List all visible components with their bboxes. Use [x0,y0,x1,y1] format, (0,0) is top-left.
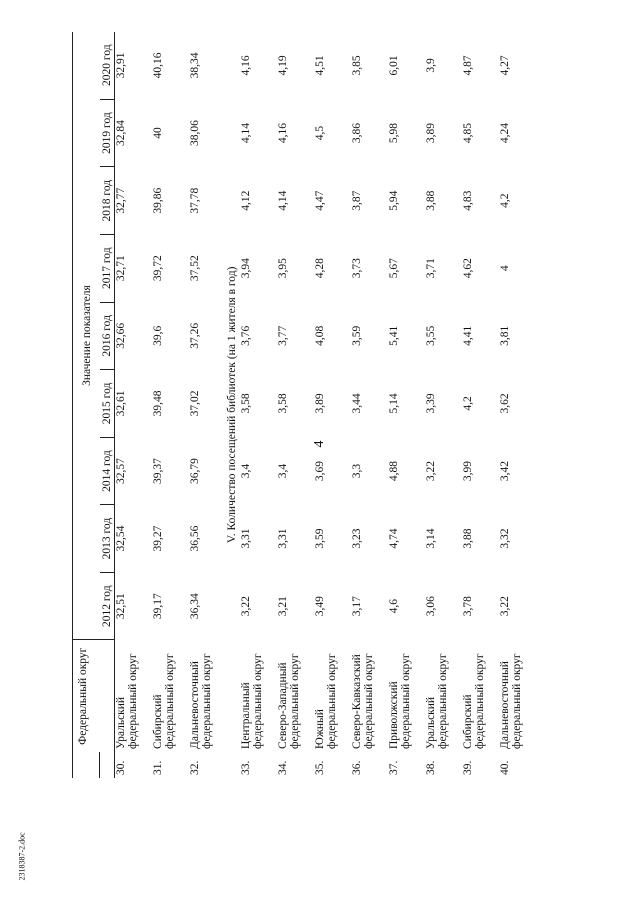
value-cell: 5,98 [387,122,400,144]
value-cell: 4,16 [239,55,252,76]
value-cell: 3,78 [461,596,474,617]
value-cell: 36,34 [188,593,201,620]
value-cell: 3,85 [350,55,363,76]
value-cell: 4,83 [461,190,474,211]
value-cell: 39,48 [151,390,164,417]
value-cell: 4,87 [461,55,474,76]
value-cell: 3,3 [350,463,363,479]
table-row [388,32,425,778]
value-cell: 4,14 [239,122,252,144]
value-cell: 3,77 [276,325,289,346]
year-header: 2019 год [100,99,115,167]
value-cell: 39,37 [151,458,164,484]
section-title: V. Количество посещений библиотек (на 1 жителя в год) [225,266,238,544]
row-number: 40. [498,760,511,775]
value-cell: 3,71 [424,258,437,279]
value-cell: 5,41 [387,325,400,346]
value-cell: 4,51 [313,55,326,76]
district-name: Центральный федеральный округ [239,653,264,749]
district-name: Сибирский федеральный округ [461,653,486,749]
value-cell: 3,73 [350,258,363,279]
value-cell: 4,47 [313,190,326,211]
value-cell: 40,16 [151,52,164,79]
value-cell: 4,88 [387,460,400,482]
table-row [462,32,499,778]
value-cell: 4,24 [498,122,511,144]
table-row [240,32,277,778]
value-cell: 3,42 [498,460,511,482]
value-cell: 3,4 [276,463,289,479]
year-header: 2020 год [100,32,115,100]
district-name: Южный федеральный округ [313,653,338,749]
value-cell: 39,27 [151,525,164,552]
value-cell: 3,59 [350,325,363,346]
value-cell: 3,9 [424,58,437,73]
value-cell: 32,66 [115,322,127,349]
value-cell: 3,58 [239,393,252,414]
value-cell: 38,34 [188,52,201,79]
value-cell: 38,06 [188,120,201,146]
value-cell: 39,86 [151,187,164,214]
value-cell: 5,67 [387,258,400,279]
value-cell: 37,02 [188,390,201,417]
value-cell: 3,87 [350,190,363,211]
value-cell: 37,26 [188,322,201,349]
value-cell: 4,14 [276,190,289,211]
value-cell: 6,01 [387,55,400,76]
district-name: Дальневосточный федеральный округ [498,653,523,749]
value-cell: 36,56 [188,525,201,552]
value-cell: 4,62 [461,258,474,279]
district-name: Северо-Кавказский федеральный округ [350,653,375,749]
value-cell: 3,23 [350,528,363,549]
row-number: 31. [151,760,164,775]
value-cell: 4,16 [276,122,289,144]
value-cell: 4,2 [498,193,511,208]
value-cell: 3,58 [276,393,289,414]
district-name: Приволжский федеральный округ [387,653,412,749]
value-cell: 3,76 [239,325,252,346]
district-name: Дальневосточный федеральный округ [188,653,213,749]
table-row [425,32,462,778]
year-header: 2012 год [100,572,115,640]
district-name: Сибирский федеральный округ [151,653,176,749]
row-number: 36. [350,760,363,775]
row-number: 38. [424,760,437,775]
value-cell: 3,21 [276,596,289,617]
value-cell: 40 [151,127,164,139]
year-header: 2017 год [100,234,115,302]
row-number: 32. [188,760,201,775]
value-cell: 3,99 [461,460,474,482]
year-header: 2014 год [100,437,115,505]
table-row [499,32,536,778]
row-number: 35. [313,760,326,775]
value-cell: 3,39 [424,393,437,414]
value-cell: 3,89 [313,393,326,414]
table-header [73,32,115,778]
year-header: 2013 год [100,505,115,573]
value-cell: 3,22 [498,596,511,617]
value-cell: 4,12 [239,190,252,211]
value-cell: 5,94 [387,190,400,211]
year-header: 2016 год [100,302,115,370]
value-cell: 3,22 [239,596,252,617]
rotated-table-container [72,32,534,778]
value-cell: 3,32 [498,528,511,549]
table-body-part-1 [115,32,226,778]
value-cell: 3,88 [424,190,437,211]
value-cell: 39,72 [151,255,164,282]
value-cell: 32,51 [115,593,127,620]
row-number: 37. [387,760,400,775]
value-cell: 3,55 [424,325,437,346]
table-body-part-2 [240,32,536,778]
table-row [152,32,189,778]
indicator-table [72,32,536,778]
value-cell: 4,28 [313,258,326,279]
value-cell: 3,94 [239,258,252,279]
value-cell: 4,08 [313,325,326,346]
value-cell: 32,77 [115,187,127,214]
value-cell: 3,86 [350,122,363,144]
value-cell: 3,81 [498,325,511,346]
value-cell: 39,6 [151,325,164,346]
district-name: Уральский федеральный округ [424,653,449,749]
value-cell: 3,31 [239,528,252,549]
value-cell: 5,14 [387,393,400,414]
value-cell: 32,91 [115,52,127,79]
value-cell: 32,57 [115,458,127,484]
value-cell: 3,49 [313,596,326,617]
value-cell: 3,69 [313,460,326,482]
table-row [314,32,351,778]
row-number: 34. [276,760,289,775]
value-cell: 4,2 [461,396,474,411]
value-cell: 4,41 [461,325,474,346]
value-cell: 32,61 [115,390,127,417]
table-row [351,32,388,778]
district-name: Северо-Западный федеральный округ [276,653,301,749]
table-row [277,32,314,778]
value-cell: 3,17 [350,596,363,617]
value-cell: 4,27 [498,55,511,76]
value-cell: 32,71 [115,255,127,282]
value-cell: 3,95 [276,258,289,279]
value-cell: 32,84 [115,120,127,146]
value-cell: 37,52 [188,255,201,282]
row-number: 33. [239,760,252,775]
value-cell: 4 [498,265,511,272]
section-row [226,32,240,778]
value-cell: 36,79 [188,458,201,484]
value-cell: 3,22 [424,460,437,482]
table-row [115,32,152,778]
table-row [189,32,226,778]
district-name: Уральский федеральный округ [115,653,140,749]
page-number: 4 [312,440,327,448]
value-cell: 3,4 [239,463,252,479]
value-cell: 3,59 [313,528,326,549]
value-cell: 4,6 [387,599,400,614]
value-cell: 4,85 [461,122,474,144]
value-cell: 4,74 [387,528,400,549]
row-number: 30. [115,760,127,775]
value-cell: 3,44 [350,393,363,414]
district-column-header: Федеральный округ [73,640,115,752]
value-group-header: Значение показателя [73,32,100,640]
value-cell: 4,19 [276,55,289,76]
value-cell: 37,78 [188,187,201,214]
value-cell: 3,62 [498,393,511,414]
year-header: 2018 год [100,167,115,235]
year-header: 2015 год [100,370,115,438]
value-cell: 32,54 [115,525,127,552]
value-cell: 3,14 [424,528,437,549]
document-reference: 2318387-2.doc [17,832,27,881]
value-cell: 39,17 [151,593,164,620]
value-cell: 3,06 [424,596,437,617]
value-cell: 3,89 [424,122,437,144]
value-cell: 3,88 [461,528,474,549]
row-number: 39. [461,760,474,775]
value-cell: 4,5 [313,125,326,141]
value-cell: 3,31 [276,528,289,549]
